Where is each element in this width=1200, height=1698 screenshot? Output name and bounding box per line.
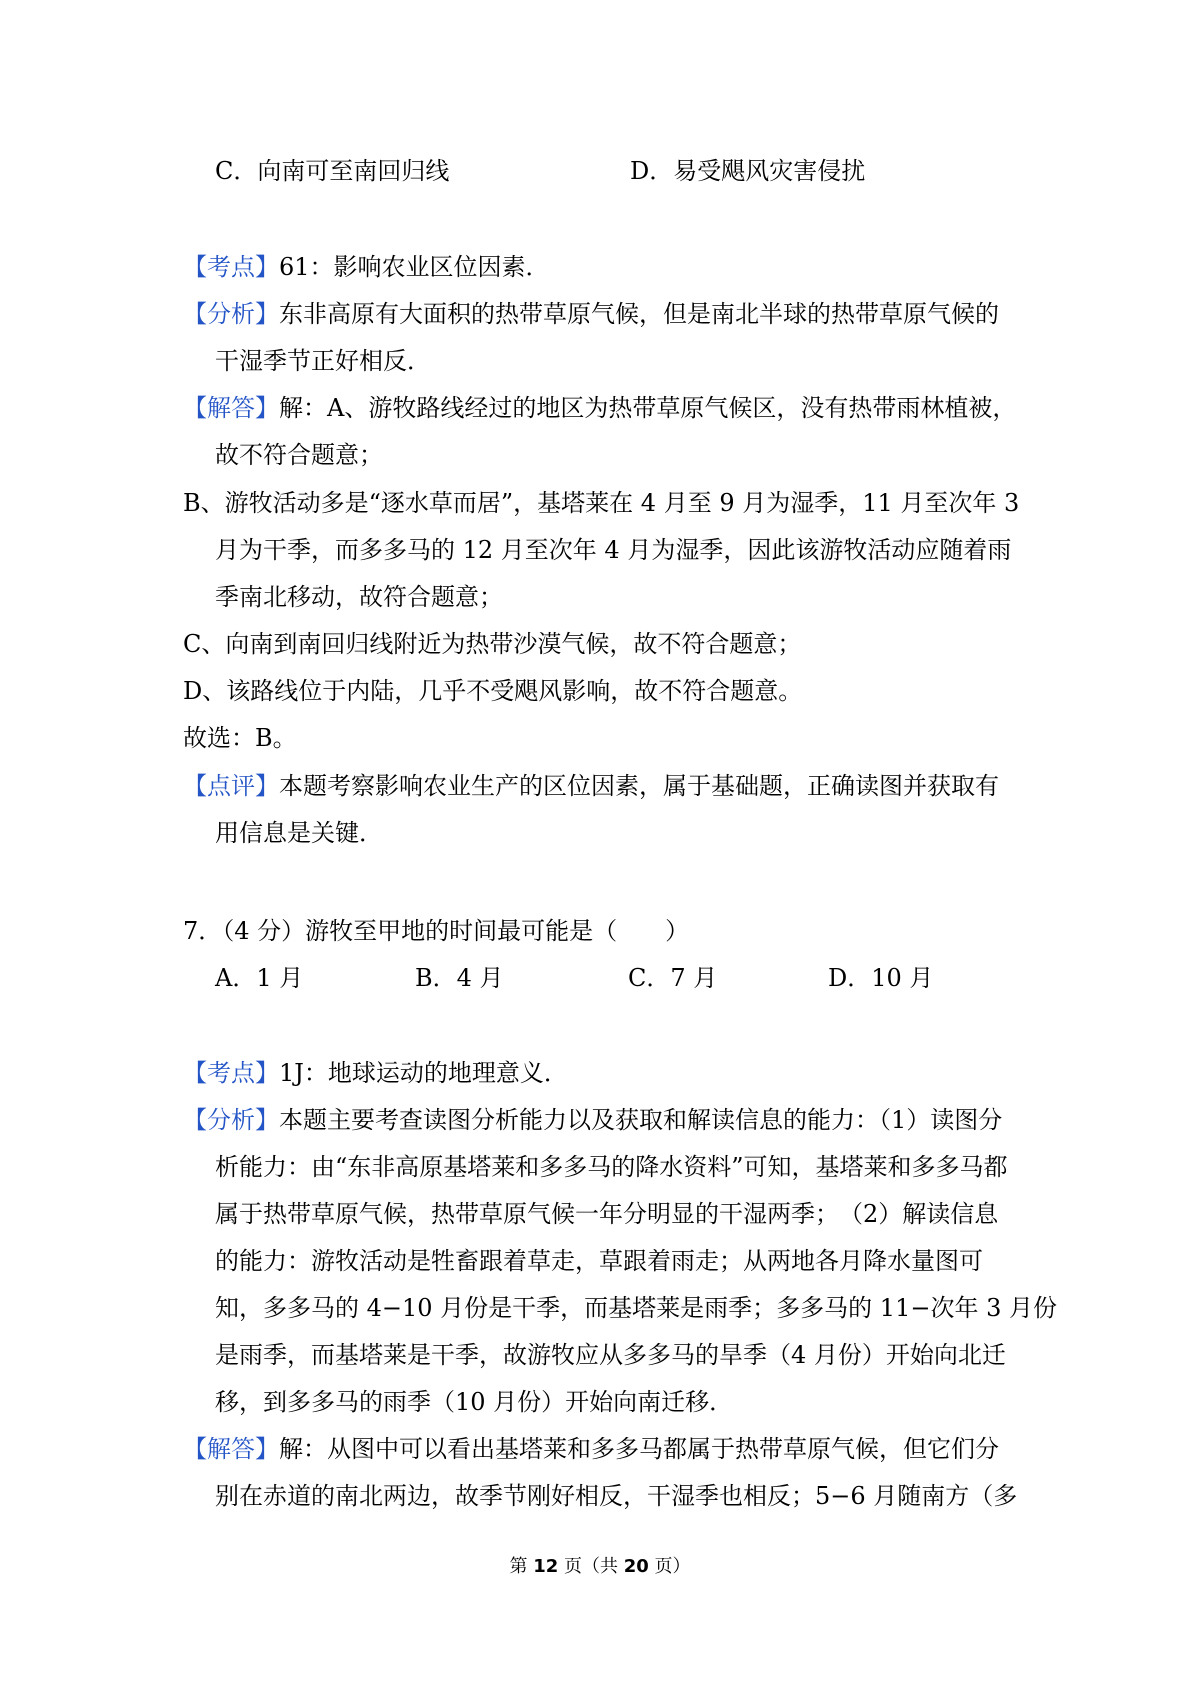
q6-kaodian — [183, 252, 550, 282]
jieda-text: 解：A、游牧路线经过的地区为热带草原气候区，没有热带雨林植被， — [279, 394, 1017, 422]
q7-kaodian — [183, 1058, 568, 1088]
q7-fenxi-line3: 属于热带草原气候，热带草原气候一年分明显的干湿两季； （2）解读信息 — [215, 1200, 999, 1228]
jieda-text: 解：从图中可以看出基塔莱和多多马都属于热带草原气候，但它们分 — [279, 1435, 999, 1463]
q6-jieda-line1 — [183, 393, 1016, 423]
jieda-tag: 【解答】 — [183, 394, 279, 422]
q7-option-c: C．7 月 — [628, 964, 718, 992]
q7-option-d: D．10 月 — [828, 964, 934, 992]
q6-jieda-line2: 故不符合题意； — [215, 441, 383, 469]
q6-fenxi-line2: 干湿季节正好相反． — [215, 347, 431, 375]
q7-options-row — [0, 963, 1200, 993]
kaodian-text: 61：影响农业区位因素． — [279, 253, 550, 281]
q7-fenxi-line4: 的能力：游牧活动是牲畜跟着草走，草跟着雨走；从两地各月降水量图可 — [215, 1247, 983, 1275]
page-footer — [0, 1555, 1200, 1579]
footer-prefix: 第 — [509, 1556, 528, 1577]
q6-option-d: D．易受飓风灾害侵扰 — [630, 157, 866, 185]
q7-option-a: A．1 月 — [215, 964, 304, 992]
q7-option-b: B．4 月 — [415, 964, 504, 992]
fenxi-text: 东非高原有大面积的热带草原气候，但是南北半球的热带草原气候的 — [279, 300, 999, 328]
fenxi-tag: 【分析】 — [183, 300, 279, 328]
dianping-tag: 【点评】 — [183, 772, 279, 800]
kaodian-tag: 【考点】 — [183, 253, 279, 281]
q6-c-line: C、向南到南回归线附近为热带沙漠气候，故不符合题意； — [183, 630, 802, 658]
q7-stem: 7．（4 分）游牧至甲地的时间最可能是（ ） — [183, 917, 690, 945]
page-number: 12 — [533, 1556, 559, 1577]
q6-options-row — [0, 156, 1200, 186]
q6-choice: 故选：B。 — [183, 724, 297, 752]
dianping-text: 本题考察影响农业生产的区位因素，属于基础题，正确读图并获取有 — [279, 772, 999, 800]
q6-b-line1: B、游牧活动多是“逐水草而居”，基塔莱在 4 月至 9 月为湿季，11 月至次年 3 — [183, 489, 1020, 517]
q6-b-line2: 月为干季，而多多马的 12 月至次年 4 月为湿季，因此该游牧活动应随着雨 — [215, 536, 1012, 564]
footer-suffix: 页） — [654, 1556, 691, 1577]
q7-fenxi-line5: 知，多多马的 4−10 月份是干季，而基塔莱是雨季；多多马的 11−次年 3 月份 — [215, 1294, 1057, 1322]
q7-jieda-line1 — [183, 1434, 999, 1464]
kaodian-tag: 【考点】 — [183, 1059, 279, 1087]
q7-fenxi-line7: 移，到多多马的雨季（10 月份）开始向南迁移． — [215, 1388, 734, 1416]
kaodian-text: 1J：地球运动的地理意义． — [279, 1059, 568, 1087]
q6-b-line3: 季南北移动，故符合题意； — [215, 583, 503, 611]
q6-dianping-line1 — [183, 771, 999, 801]
q7-fenxi-line6: 是雨季，而基塔莱是干季，故游牧应从多多马的旱季（4 月份）开始向北迁 — [215, 1341, 1006, 1369]
footer-middle: 页（共 — [564, 1556, 618, 1577]
q7-jieda-line2: 别在赤道的南北两边，故季节刚好相反，干湿季也相反；5−6 月随南方（多 — [215, 1482, 1018, 1510]
q6-d-line: D、该路线位于内陆，几乎不受飓风影响，故不符合题意。 — [183, 677, 803, 705]
fenxi-text: 本题主要考查读图分析能力以及获取和解读信息的能力：（1）读图分 — [279, 1106, 1003, 1134]
jieda-tag: 【解答】 — [183, 1435, 279, 1463]
q7-fenxi-line2: 析能力：由“东非高原基塔莱和多多马的降水资料”可知，基塔莱和多多马都 — [215, 1153, 1008, 1181]
q7-fenxi-line1 — [183, 1105, 1002, 1135]
q6-option-c: C．向南可至南回归线 — [215, 157, 450, 185]
q6-dianping-line2: 用信息是关键． — [215, 819, 383, 847]
fenxi-tag: 【分析】 — [183, 1106, 279, 1134]
q6-fenxi-line1 — [183, 299, 999, 329]
page-total: 20 — [623, 1556, 649, 1577]
